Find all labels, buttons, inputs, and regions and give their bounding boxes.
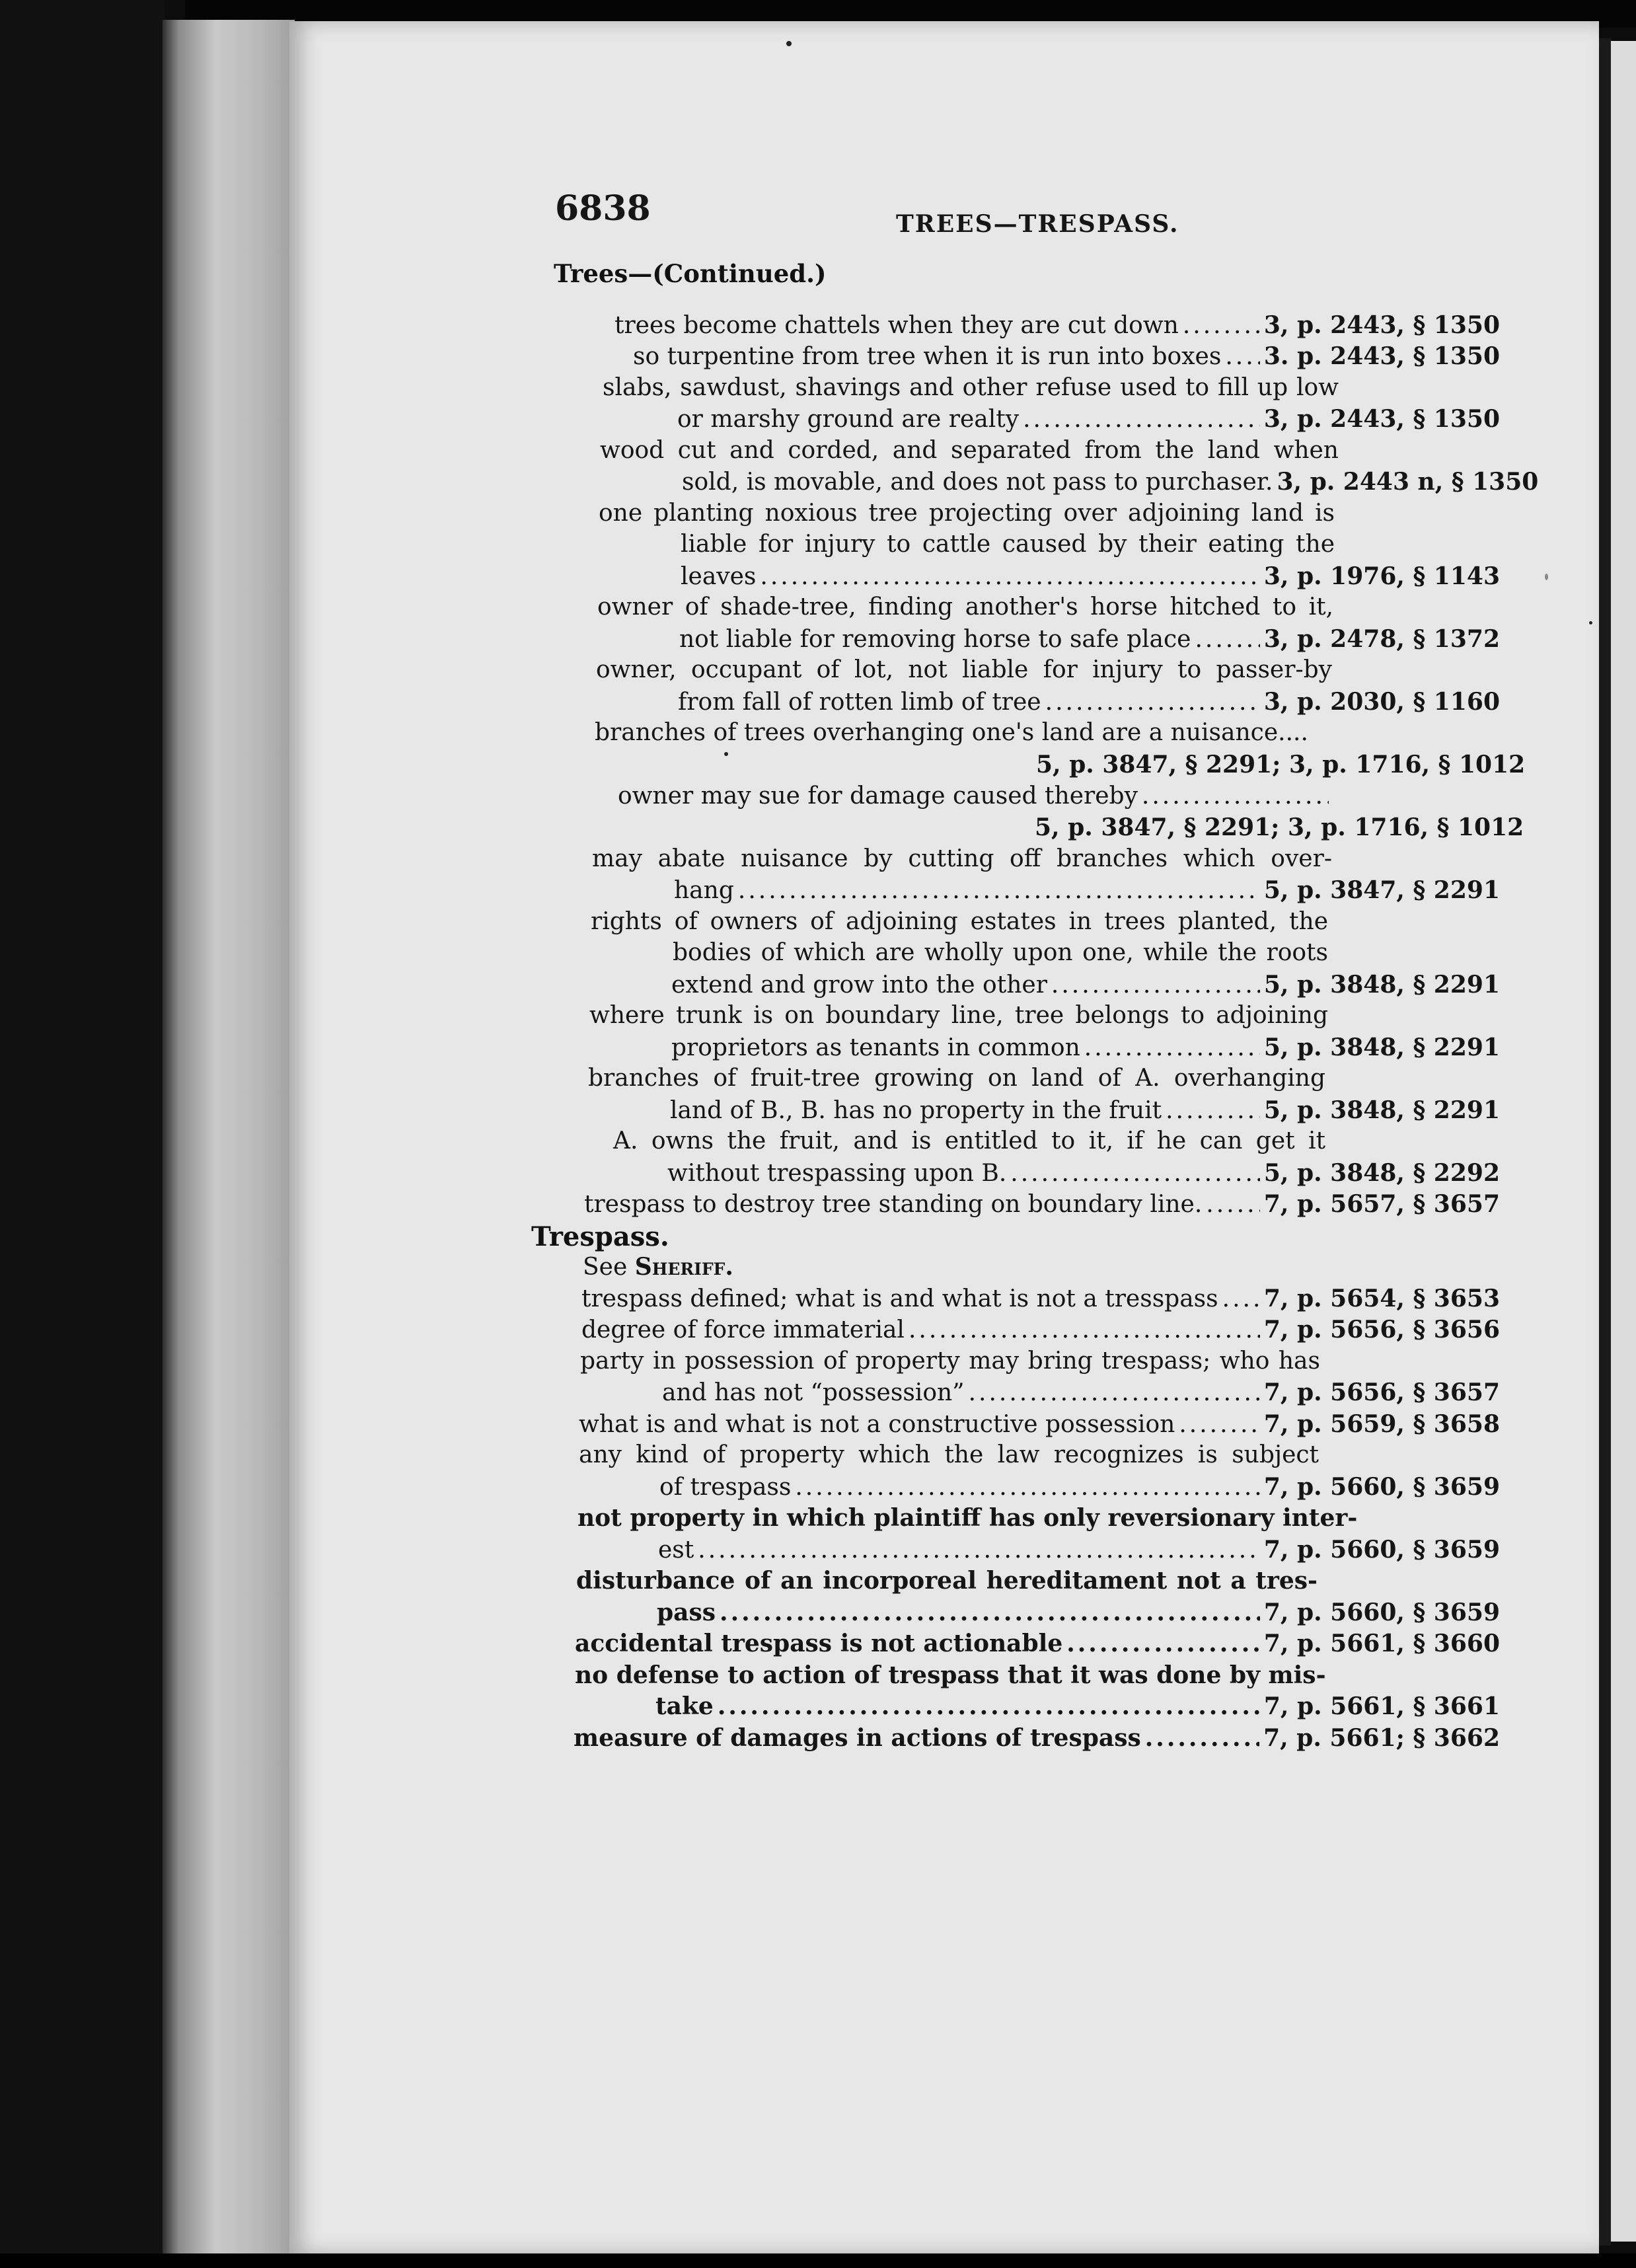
index-entry: proprietors as tenants in common ..... 5, p. 3848, § 2291 xyxy=(671,1033,1500,1063)
ink-speck xyxy=(724,752,728,756)
index-entry: est ..... 7, p. 5660, § 3659 xyxy=(658,1535,1500,1565)
index-entry: of trespass ..... 7, p. 5660, § 3659 xyxy=(659,1472,1500,1502)
index-entry: pass ..... 7, p. 5660, § 3659 xyxy=(657,1598,1500,1627)
trespass-heading: Trespass. xyxy=(531,1221,669,1252)
book-page-edges xyxy=(163,20,295,2260)
index-entry: may abate nuisance by cutting off branches which over- xyxy=(592,845,1332,872)
index-entry: one planting noxious tree projecting over adjoining land is xyxy=(599,500,1335,527)
index-entry: any kind of property which the law recognizes is subject xyxy=(579,1441,1319,1468)
index-entry: owner may sue for damage caused thereby ..... xyxy=(618,782,1333,811)
index-entry: what is and what is not a constructive possession ..... 7, p. 5659, § 3658 xyxy=(579,1410,1500,1439)
index-entry: trespass to destroy tree standing on boundary line. ..... 7, p. 5657, § 3657 xyxy=(584,1190,1500,1219)
adjacent-page-edge xyxy=(1611,41,1636,2242)
trees-heading: Trees—(Continued.) xyxy=(554,259,827,288)
see-also-target: Sheriff. xyxy=(634,1253,733,1281)
index-entry: trespass defined; what is and what is not a tresspass ..... 7, p. 5654, § 3653 xyxy=(581,1284,1500,1314)
index-entry: liable for injury to cattle caused by their eating the xyxy=(681,531,1335,558)
index-entry: land of B., B. has no property in the fruit ..... 5, p. 3848, § 2291 xyxy=(670,1096,1500,1125)
index-entry: bodies of which are wholly upon one, while the roots xyxy=(673,939,1328,966)
index-entry: not liable for removing horse to safe place ..... 3, p. 2478, § 1372 xyxy=(679,624,1500,654)
scan-bottom-band xyxy=(0,2253,1636,2268)
index-entry: and has not “possession” ..... 7, p. 5656, § 3657 xyxy=(662,1378,1500,1408)
index-entry: measure of damages in actions of trespass ..... 7, p. 5661; § 3662 xyxy=(574,1723,1500,1753)
running-head: TREES—TRESPASS. xyxy=(896,210,1179,238)
index-entry: take ..... 7, p. 5661, § 3661 xyxy=(655,1692,1500,1721)
index-entry: A. owns the fruit, and is entitled to it, if he can get it xyxy=(613,1127,1325,1154)
index-entry: leaves ..... 3, p. 1976, § 1143 xyxy=(681,562,1500,591)
scan-right-strip xyxy=(1599,38,1611,2246)
index-entry: 5, p. 3847, § 2291; 3, p. 1716, § 1012 xyxy=(1036,751,1526,778)
index-entry: accidental trespass is not actionable ..... 7, p. 5661, § 3660 xyxy=(575,1629,1500,1658)
index-entry: branches of trees overhanging one's land are a nuisance.... xyxy=(595,719,1308,746)
ink-speck xyxy=(1589,621,1592,624)
index-entry: branches of fruit-tree growing on land of A. overhanging xyxy=(588,1065,1325,1092)
index-entry: disturbance of an incorporeal hereditament not a tres- xyxy=(576,1567,1318,1595)
index-entry: extend and grow into the other ..... 5, p. 3848, § 2291 xyxy=(671,970,1500,1000)
index-entry: owner, occupant of lot, not liable for injury to passer-by xyxy=(596,656,1332,683)
index-entry: rights of owners of adjoining estates in trees planted, the xyxy=(591,908,1328,935)
index-entry: hang ..... 5, p. 3847, § 2291 xyxy=(674,876,1500,905)
ink-speck xyxy=(1545,574,1548,580)
index-entry: owner of shade-tree, finding another's horse hitched to it, xyxy=(597,593,1333,621)
index-entry: or marshy ground are realty ..... 3, p. 2443, § 1350 xyxy=(677,404,1500,434)
scan-gutter xyxy=(0,0,165,2268)
index-entry: 5, p. 3847, § 2291; 3, p. 1716, § 1012 xyxy=(1035,813,1524,841)
index-entry: sold, is movable, and does not pass to purchaser. 3, p. 2443 n, § 1350 xyxy=(682,468,1539,496)
index-entry: where trunk is on boundary line, tree belongs to adjoining xyxy=(589,1002,1328,1029)
index-entry: without trespassing upon B. ..... 5, p. 3848, § 2292 xyxy=(667,1158,1500,1188)
index-entry: degree of force immaterial ..... 7, p. 5656, § 3656 xyxy=(581,1315,1500,1345)
index-entry: slabs, sawdust, shavings and other refuse used to fill up low xyxy=(603,374,1339,401)
see-also-reference: See Sheriff. xyxy=(583,1253,733,1281)
page-number: 6838 xyxy=(555,188,651,229)
index-entry: not property in which plaintiff has only reversionary inter- xyxy=(577,1504,1358,1532)
index-entry: trees become chattels when they are cut down ..... 3, p. 2443, § 1350 xyxy=(614,311,1500,340)
index-entry: no defense to action of trespass that it was done by mis- xyxy=(575,1661,1326,1689)
index-entry: wood cut and corded, and separated from the land when xyxy=(600,437,1339,464)
index-entry: party in possession of property may bring trespass; who has xyxy=(580,1347,1320,1375)
index-entry: so turpentine from tree when it is run into boxes ..... 3. p. 2443, § 1350 xyxy=(633,342,1500,371)
index-entry: from fall of rotten limb of tree ..... 3, p. 2030, § 1160 xyxy=(678,687,1500,717)
ink-speck xyxy=(786,41,792,46)
